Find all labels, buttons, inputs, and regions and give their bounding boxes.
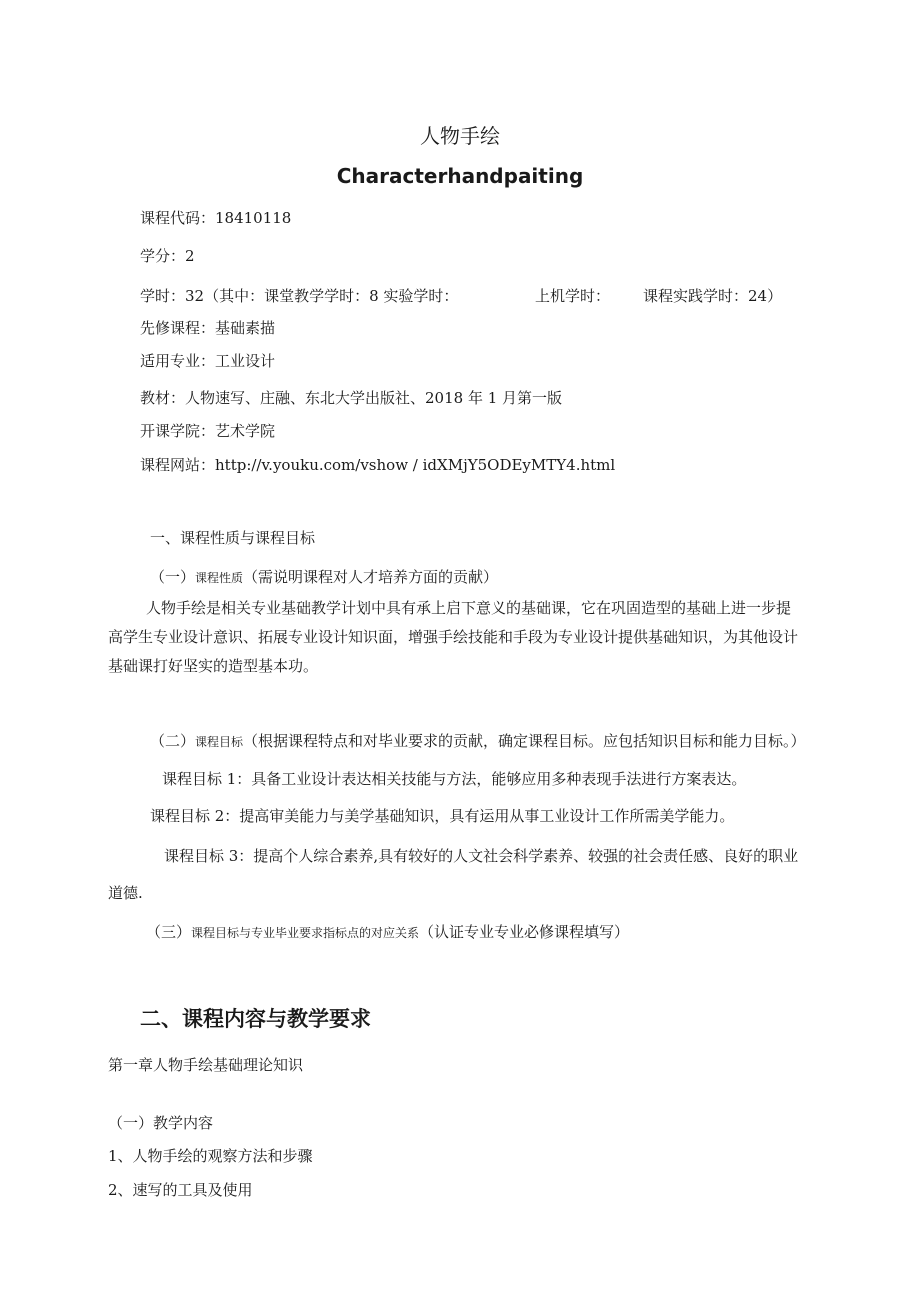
course-textbook: 教材：人物速写、庄融、东北大学出版社、2018 年 1 月第一版 xyxy=(140,389,563,407)
goal-3: 课程目标 3：提高个人综合素养,具有较好的人文社会科学素养、较强的社会责任感、良好的职业 xyxy=(164,847,799,865)
goals-heading xyxy=(150,731,806,752)
section1-heading: 一、课程性质与课程目标 xyxy=(150,529,316,547)
nature-paragraph xyxy=(108,594,828,681)
goal-1: 课程目标 1：具备工业设计表达相关技能与方法，能够应用多种表现手法进行方案表达。 xyxy=(162,770,747,788)
course-hours-computer: 上机学时： xyxy=(535,287,611,305)
nature-note: （需说明课程对人才培养方面的贡献） xyxy=(243,568,499,586)
goals-note: （根据课程特点和对毕业要求的贡献，确定课程目标。应包括知识目标和能力目标。） xyxy=(243,732,806,750)
nature-prefix: （一） xyxy=(150,568,196,586)
course-hours-practice: 课程实践学时：24） xyxy=(643,287,783,305)
content-item: 2、速写的工具及使用 xyxy=(108,1181,253,1199)
course-credit: 学分：2 xyxy=(140,247,195,265)
mapping-note: （认证专业专业必修课程填写） xyxy=(419,923,630,941)
chapter-title: 第一章人物手绘基础理论知识 xyxy=(108,1056,304,1074)
course-hours: 学时：32（其中：课堂教学学时：8 实验学时： xyxy=(140,287,459,305)
course-title-cn: 人物手绘 xyxy=(420,124,500,148)
goals-label: 课程目标 xyxy=(195,735,244,749)
nature-line: 人物手绘是相关专业基础教学计划中具有承上启下意义的基础课，它在巩固造型的基础上进一步提 xyxy=(146,599,792,617)
course-major: 适用专业：工业设计 xyxy=(140,352,276,370)
goal-3-continued: 道德. xyxy=(108,884,143,902)
nature-label: 课程性质 xyxy=(195,571,244,585)
course-college: 开课学院：艺术学院 xyxy=(140,422,276,440)
course-website: 课程网站：http://v.youku.com/vshow / idXMjY5ODEyMTY4.html xyxy=(140,456,616,474)
content-item: 1、人物手绘的观察方法和步骤 xyxy=(108,1147,313,1165)
course-code: 课程代码：18410118 xyxy=(140,209,292,227)
nature-line: 基础课打好坚实的造型基本功。 xyxy=(108,657,319,675)
mapping-label: 课程目标与专业毕业要求指标点的对应关系 xyxy=(191,926,420,940)
content-heading: （一）教学内容 xyxy=(108,1114,214,1132)
mapping-heading xyxy=(146,922,629,943)
nature-heading xyxy=(150,567,498,588)
course-prerequisite: 先修课程：基础素描 xyxy=(140,319,276,337)
goal-2: 课程目标 2：提高审美能力与美学基础知识，具有运用从事工业设计工作所需美学能力。 xyxy=(150,807,735,825)
nature-line: 高学生专业设计意识、拓展专业设计知识面，增强手绘技能和手段为专业设计提供基础知识，为其他设计 xyxy=(108,628,799,646)
course-title-en: Characterhandpaiting xyxy=(336,164,584,188)
section2-heading: 二、课程内容与教学要求 xyxy=(140,1007,371,1031)
goals-prefix: （二） xyxy=(150,732,196,750)
mapping-prefix: （三） xyxy=(146,923,192,941)
